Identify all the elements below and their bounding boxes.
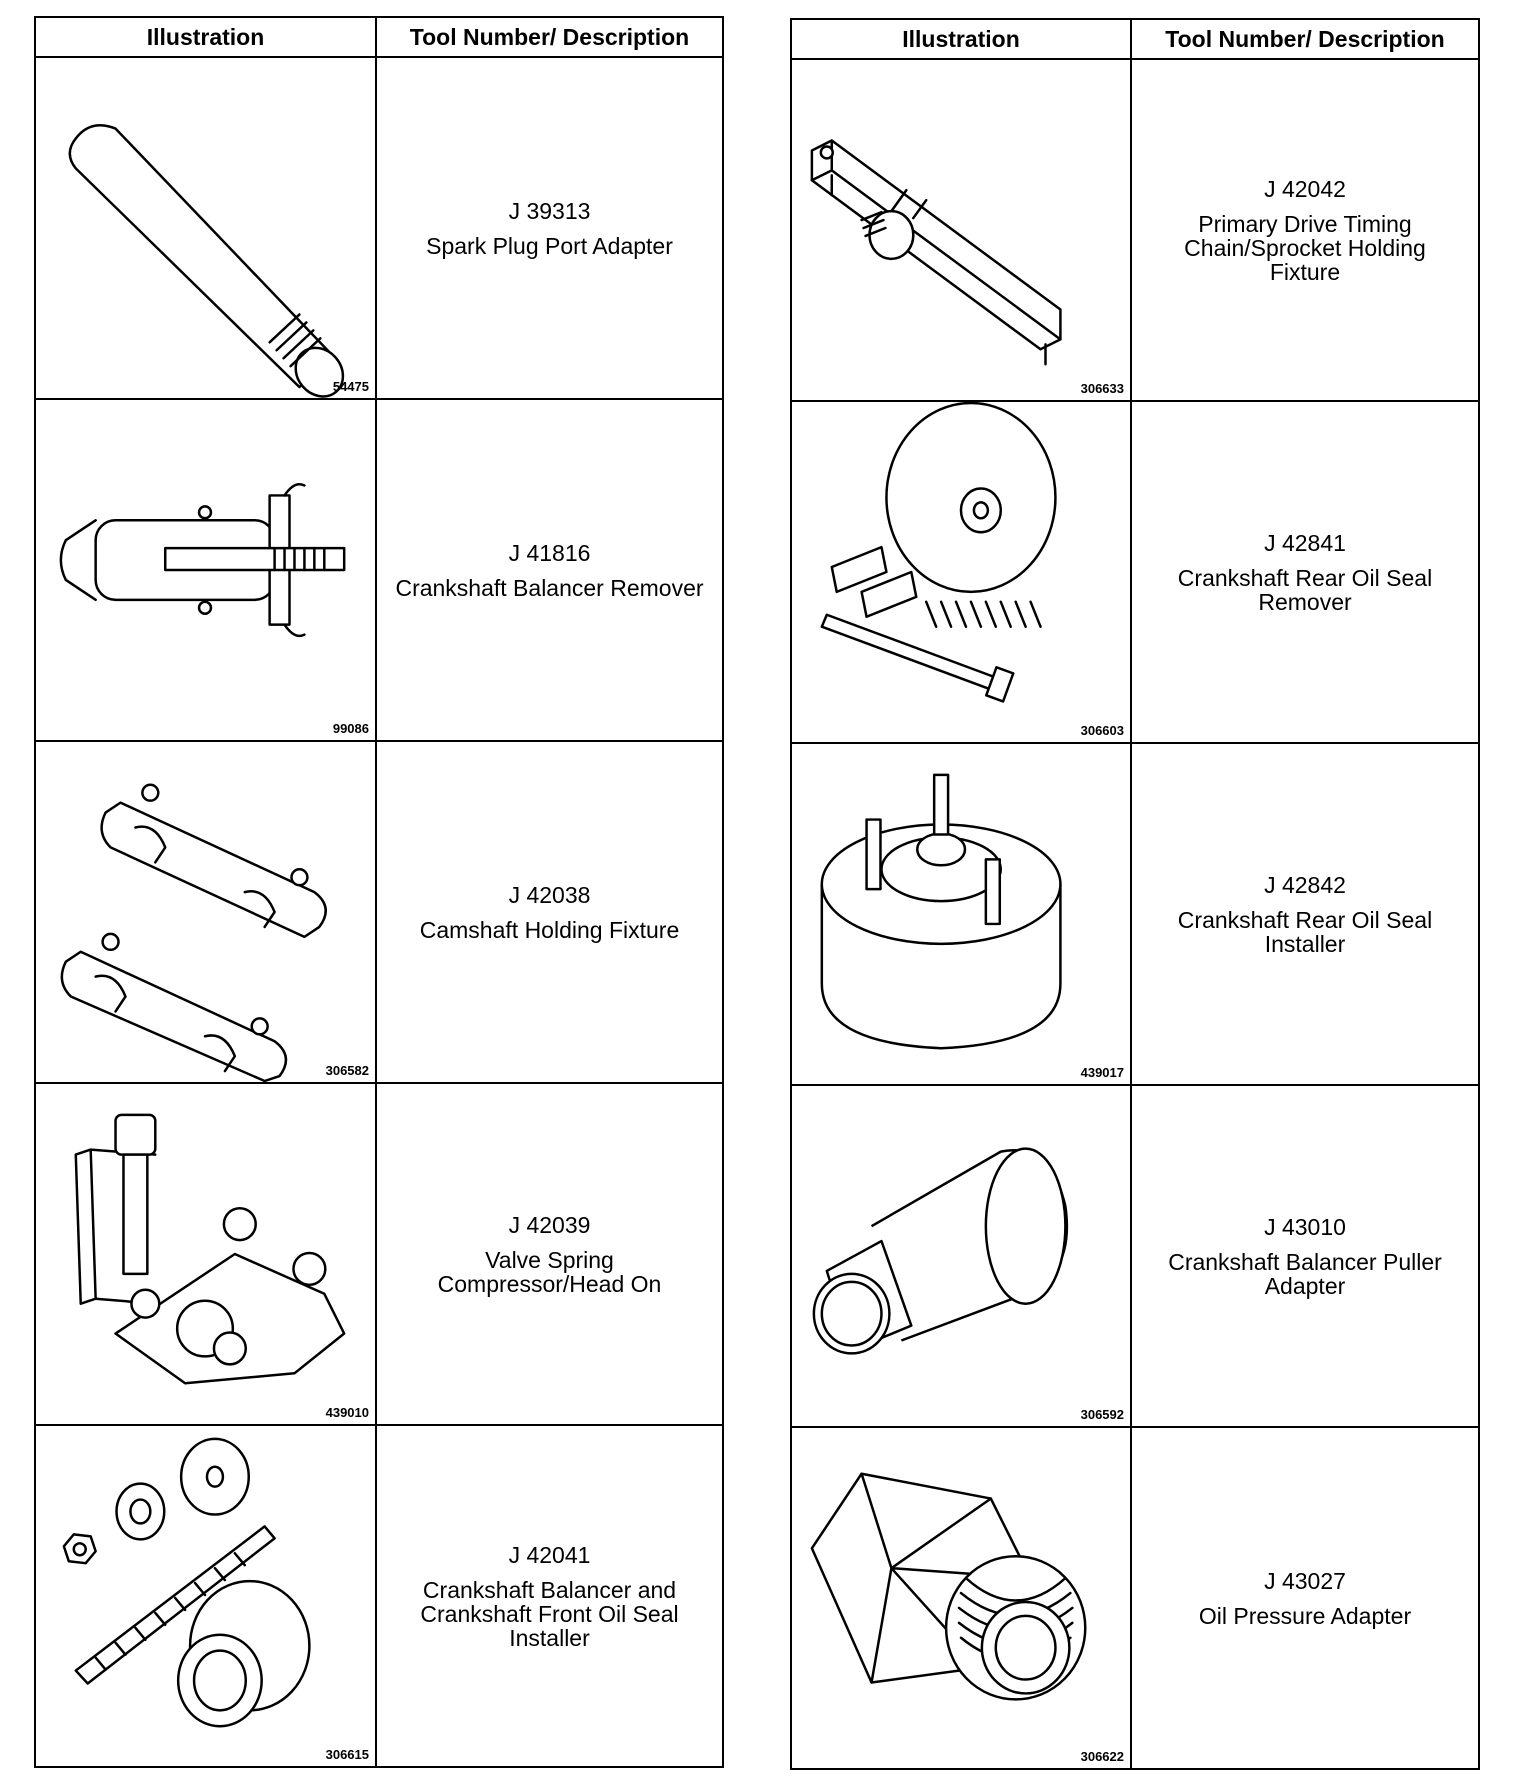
description-cell bbox=[1131, 401, 1479, 743]
tool-name: Crankshaft Rear Oil Seal Installer bbox=[1177, 906, 1433, 957]
tool-number: J 42842 bbox=[1264, 871, 1346, 898]
tool-name: Crankshaft Rear Oil Seal Remover bbox=[1177, 564, 1433, 615]
table-row bbox=[35, 1083, 723, 1425]
illustration-cell bbox=[791, 1427, 1131, 1769]
rear-seal-remover-icon bbox=[792, 402, 1130, 742]
tool-name: Crankshaft Balancer Puller Adapter bbox=[1168, 1248, 1442, 1299]
illustration-cell bbox=[791, 1085, 1131, 1427]
tool-header: Tool Number/ Description bbox=[1131, 19, 1479, 59]
tool-number: J 43010 bbox=[1264, 1213, 1346, 1240]
tool-name: Valve Spring Compressor/Head On bbox=[437, 1246, 662, 1297]
header-row bbox=[791, 19, 1479, 59]
illustration-cell bbox=[35, 57, 376, 399]
tool-name: Primary Drive Timing Chain/Sprocket Holding Fixture bbox=[1184, 210, 1426, 285]
figure-number: 439010 bbox=[325, 1405, 369, 1420]
tool-number: J 42038 bbox=[508, 881, 591, 908]
description-cell bbox=[1131, 1085, 1479, 1427]
description-cell bbox=[376, 1425, 723, 1767]
tool-name: Crankshaft Balancer Remover bbox=[395, 574, 704, 601]
timing-chain-fixture-icon bbox=[792, 60, 1130, 400]
illustration-cell bbox=[791, 59, 1131, 401]
illustration-cell bbox=[35, 1425, 376, 1767]
tool-name: Oil Pressure Adapter bbox=[1198, 1602, 1412, 1629]
description-cell bbox=[1131, 743, 1479, 1085]
table-row bbox=[35, 741, 723, 1083]
tool-name: Spark Plug Port Adapter bbox=[426, 232, 673, 259]
tool-number: J 42042 bbox=[1264, 175, 1346, 202]
figure-number: 99086 bbox=[332, 721, 369, 736]
description-cell bbox=[1131, 59, 1479, 401]
table-row bbox=[791, 59, 1479, 401]
table-row bbox=[35, 57, 723, 399]
balancer-installer-icon bbox=[36, 1426, 375, 1766]
tool-header: Tool Number/ Description bbox=[376, 17, 723, 57]
tool-number: J 42041 bbox=[508, 1541, 591, 1568]
illustration-header: Illustration bbox=[35, 17, 376, 57]
figure-number: 306592 bbox=[1080, 1407, 1124, 1422]
description-cell bbox=[1131, 1427, 1479, 1769]
figure-number: 306633 bbox=[1080, 381, 1124, 396]
illustration-cell bbox=[35, 741, 376, 1083]
figure-number: 306582 bbox=[325, 1063, 369, 1078]
tool-number: J 41816 bbox=[508, 539, 591, 566]
table-row bbox=[791, 1427, 1479, 1769]
figure-number: 54475 bbox=[332, 379, 369, 394]
puller-adapter-icon bbox=[792, 1086, 1130, 1426]
description-cell bbox=[376, 1083, 723, 1425]
tools-table-left bbox=[34, 16, 724, 1768]
table-row bbox=[791, 743, 1479, 1085]
illustration-cell bbox=[791, 401, 1131, 743]
illustration-cell bbox=[35, 399, 376, 741]
table-row bbox=[791, 401, 1479, 743]
description-cell bbox=[376, 399, 723, 741]
tool-name: Crankshaft Balancer and Crankshaft Front Oil Seal Installer bbox=[420, 1576, 679, 1651]
valve-spring-compressor-icon bbox=[36, 1084, 375, 1424]
tool-number: J 42841 bbox=[1264, 529, 1346, 556]
tool-name: Camshaft Holding Fixture bbox=[419, 916, 680, 943]
tool-number: J 39313 bbox=[508, 197, 591, 224]
puller-icon bbox=[36, 400, 375, 740]
spark-plug-port-adapter-icon bbox=[36, 58, 375, 398]
tool-number: J 43027 bbox=[1264, 1567, 1346, 1594]
tools-table-right bbox=[790, 18, 1480, 1770]
header-row bbox=[35, 17, 723, 57]
figure-number: 306603 bbox=[1080, 723, 1124, 738]
description-cell bbox=[376, 741, 723, 1083]
illustration-cell bbox=[791, 743, 1131, 1085]
table-row bbox=[791, 1085, 1479, 1427]
illustration-header: Illustration bbox=[791, 19, 1131, 59]
table-row bbox=[35, 399, 723, 741]
oil-pressure-adapter-icon bbox=[792, 1428, 1130, 1768]
description-cell bbox=[376, 57, 723, 399]
figure-number: 306615 bbox=[325, 1747, 369, 1762]
figure-number: 306622 bbox=[1080, 1749, 1124, 1764]
table-row bbox=[35, 1425, 723, 1767]
tool-number: J 42039 bbox=[508, 1211, 591, 1238]
rear-seal-installer-icon bbox=[792, 744, 1130, 1084]
camshaft-fixture-icon bbox=[36, 742, 375, 1082]
illustration-cell bbox=[35, 1083, 376, 1425]
figure-number: 439017 bbox=[1080, 1065, 1124, 1080]
